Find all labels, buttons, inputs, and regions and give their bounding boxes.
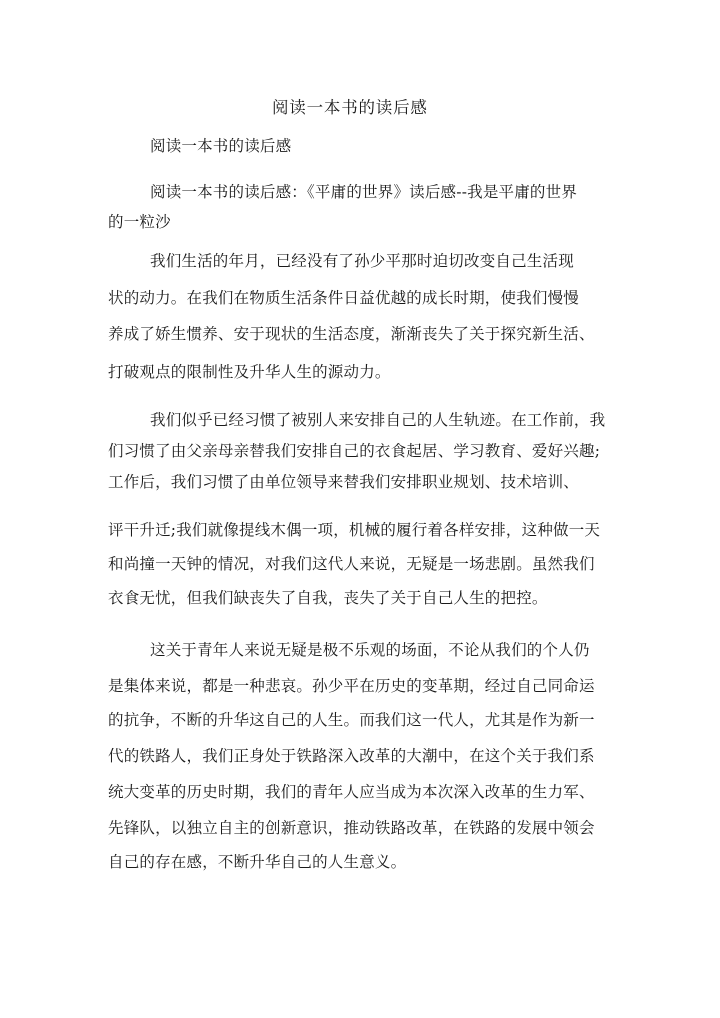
paragraph-line: 代的铁路人，我们正身处于铁路深入改革的大潮中，在这个关于我们系 <box>108 747 595 765</box>
document-title: 阅读一本书的读后感 <box>272 98 428 117</box>
paragraph-line: 是集体来说，都是一种悲哀。孙少平在历史的变革期，经过自己同命运 <box>108 677 595 695</box>
paragraph-line: 这关于青年人来说无疑是极不乐观的场面，不论从我们的个人仍 <box>150 641 590 659</box>
paragraph-line: 和尚撞一天钟的情况，对我们这代人来说，无疑是一场悲剧。虽然我们 <box>108 555 595 573</box>
paragraph-line: 先锋队，以独立自主的创新意识，推动铁路改革，在铁路的发展中领会 <box>108 819 595 837</box>
paragraph-line: 我们生活的年月，已经没有了孙少平那时迫切改变自己生活现 <box>150 252 574 270</box>
paragraph-line: 的抗争，不断的升华这自己的人生。而我们这一代人，尤其是作为新一 <box>108 711 595 729</box>
paragraph-line: 状的动力。在我们在物质生活条件日益优越的成长时期，使我们慢慢 <box>108 289 580 307</box>
heading-line: 的一粒沙 <box>108 213 171 231</box>
paragraph-line: 评干升迁;我们就像提线木偶一项，机械的履行着各样安排，这种做一天 <box>108 521 601 539</box>
paragraph-line: 打破观点的限制性及升华人生的源动力。 <box>108 363 391 381</box>
paragraph-line: 衣食无忧，但我们缺丧失了自我，丧失了关于自己人生的把控。 <box>108 589 548 607</box>
paragraph-line: 统大变革的历史时期，我们的青年人应当成为本次深入改革的生力军、 <box>108 783 595 801</box>
paragraph-line: 们习惯了由父亲母亲替我们安排自己的衣食起居、学习教育、爱好兴趣; <box>108 442 601 460</box>
paragraph-line: 工作后，我们习惯了由单位领导来替我们安排职业规划、技术培训、 <box>108 473 580 491</box>
heading-line: 阅读一本书的读后感：《平庸的世界》读后感--我是平庸的世界 <box>150 183 578 201</box>
paragraph-line: 养成了娇生惯养、安于现状的生活态度，渐渐丧失了关于探究新生活、 <box>108 325 595 343</box>
document-subtitle: 阅读一本书的读后感 <box>150 137 292 155</box>
paragraph-line: 自己的存在感，不断升华自己的人生意义。 <box>108 853 407 871</box>
paragraph-line: 我们似乎已经习惯了被别人来安排自己的人生轨迹。在工作前，我 <box>150 411 606 429</box>
